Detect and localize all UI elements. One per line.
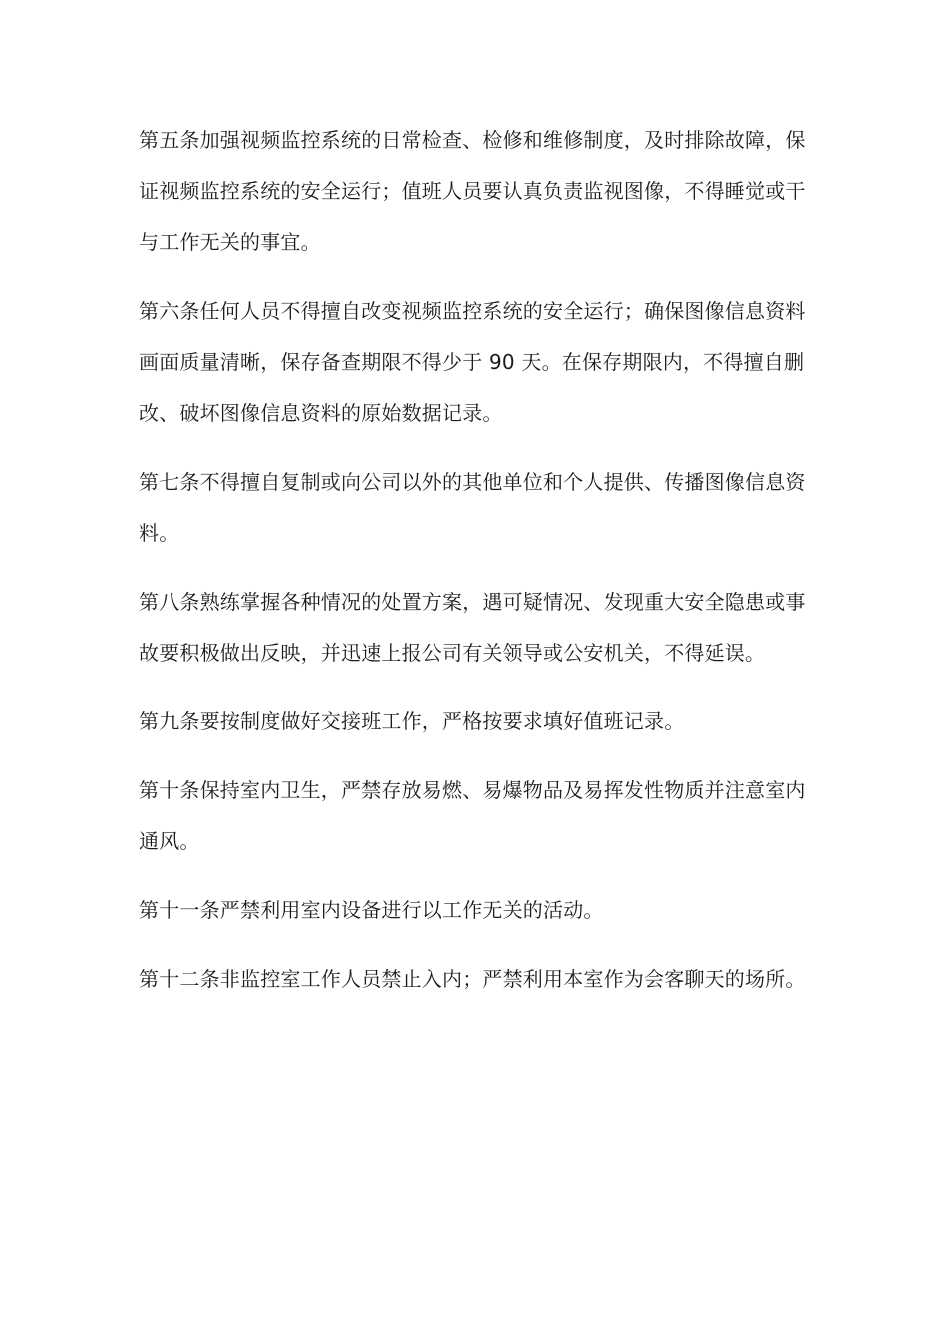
article-11-paragraph: 第十一条严禁利用室内设备进行以工作无关的活动。 [139,898,604,922]
article-8-paragraph: 第八条熟练掌握各种情况的处置方案，遇可疑情况、发现重大安全隐患或事故要积极做出反映，并迅速上报公司有关领导或公安机关，不得延误。 [139,590,806,665]
article-10-paragraph: 第十条保持室内卫生，严禁存放易燃、易爆物品及易挥发性物质并注意室内通风。 [139,778,806,853]
article-9-paragraph: 第九条要按制度做好交接班工作，严格按要求填好值班记录。 [139,709,685,733]
article-12-paragraph: 第十二条非监控室工作人员禁止入内；严禁利用本室作为会客聊天的场所。 [139,967,806,991]
article-5-paragraph: 第五条加强视频监控系统的日常检查、检修和维修制度，及时排除故障，保证视频监控系统的安全运行；值班人员要认真负责监视图像，不得睡觉或干与工作无关的事宜。 [139,128,806,254]
article-7-paragraph: 第七条不得擅自复制或向公司以外的其他单位和个人提供、传播图像信息资料。 [139,470,806,545]
article-6-paragraph: 第六条任何人员不得擅自改变视频监控系统的安全运行；确保图像信息资料画面质量清晰，保存备查期限不得少于 90 天。在保存期限内，不得擅自删改、破坏图像信息资料的原始数据记录。 [139,299,806,425]
document-body [139,115,809,1005]
